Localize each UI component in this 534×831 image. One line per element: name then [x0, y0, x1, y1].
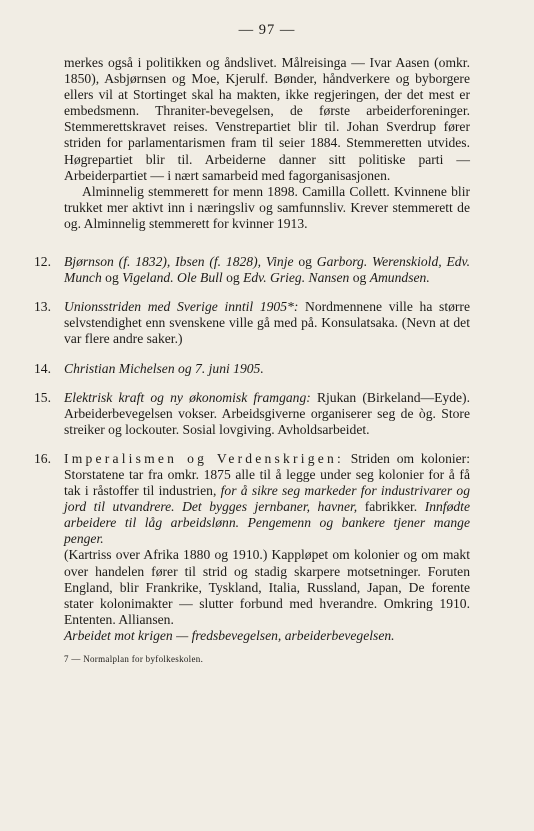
entry-text: [64, 390, 470, 438]
entry-12: [34, 254, 470, 286]
footnote: 7 — Normalplan for byfolkeskolen.: [64, 654, 204, 664]
entry-number: 12.: [34, 254, 51, 270]
entry-title: Unionsstriden med Sverige inntil 1905*:: [64, 299, 299, 315]
entry-italic: Edv. Grieg. Nansen: [243, 270, 350, 286]
entry-date: 7. juni 1905.: [195, 360, 264, 376]
entry-plain: og: [349, 270, 370, 286]
entry-italic: Amundsen.: [369, 270, 430, 286]
entry-title: Christian Michelsen: [64, 360, 175, 376]
page-number: — 97 —: [238, 22, 296, 38]
entry-16: [34, 450, 470, 644]
entry-italic: Bjørnson (f. 1832), Ibsen (f. 1828), Vinje: [64, 254, 294, 270]
entry-body: fabrikker.: [357, 499, 425, 515]
entry-body: Rjukan (Birkeland—Eyde). Arbeiderbevegelsen vokser. Arbeidsgiverne organiserer seg de òg. Store streiker og lockouter. Sosial lovgiving. Avholdsarbeidet.: [64, 389, 470, 437]
entry-number: 14.: [34, 360, 51, 376]
entry-13: [34, 299, 470, 347]
intro-paragraph-1: merkes også i politikken og åndslivet. Målreisinga — Ivar Aasen (omkr. 1850), Asbjørnsen og Moe, Kjerulf. Bønder, håndverkere og byborgere ellers vil at Stortinget skal ha makten, ikke regjeringen, der det mest er embedsmenn. Thraniter-bevegelsen, de første arbeiderforeninger. Stemmerettskravet reises. Venstrepartiet blir til. Johan Sverdrup fører striden for parlamentarismen fram til seier 1884. Stemmeretten utvides. Høgrepartiet blir til. Arbeiderne danner sitt politiske parti — Arbeiderpartiet — i nært samarbeid med fagorganisasjonen.: [64, 55, 470, 183]
entry-text: [64, 361, 470, 377]
page-body: [34, 55, 470, 665]
entry-plain: og: [293, 254, 317, 270]
entry-italic: Innfødte arbeidere til låg arbeidslønn. Pengemenn og bankere tjener mange penger.: [64, 499, 470, 547]
entry-number: 15.: [34, 389, 51, 405]
entry-paragraph: (Kartriss over Afrika 1880 og 1910.) Kappløpet om kolonier og om makt over handelen fører til strid og stadig skarpere motsetninger. Foruten England, blir Frankrike, Tyskland, Italia, Russland, Japan, De forente stater kolonimakter — slutter forbund med hverandre. Omkring 1910. Ententen. Alliansen.: [64, 547, 470, 627]
entry-italic: Arbeidet mot krigen — fredsbevegelsen, arbeiderbevegelsen.: [64, 627, 395, 643]
entry-plain: og: [222, 270, 244, 286]
entry-number: 13.: [34, 299, 51, 315]
entry-text: [64, 451, 470, 548]
entry-15: [34, 389, 470, 438]
entry-text: [64, 254, 470, 286]
entry-italic: for å sikre seg markeder for industrivarer og jord til utvandrere. Det bygges jernbaner, havner,: [64, 483, 470, 515]
entry-body: Nordmennene ville ha større selvstendighet enn svenskene ville gå med på. Konsulatsaka. (Nevn at det var flere andre saker.): [64, 299, 470, 347]
entry-text: [64, 299, 470, 347]
intro-paragraph-2: Alminnelig stemmerett for menn 1898. Camilla Collett. Kvinnene blir trukket mer aktivt inn i næringsliv og samfunnsliv. Krever stemmerett de og. Alminnelig stemmerett for kvinner 1913.: [64, 183, 470, 231]
entry-title: Imperalismen og Verdenskrigen:: [64, 450, 344, 466]
entry-italic: Vigeland. Ole Bull: [122, 270, 223, 286]
entry-italic: Garborg. Werenskiold, Edv. Munch: [64, 254, 470, 286]
entry-14: [34, 360, 470, 377]
entry-plain: og: [101, 270, 123, 286]
entry-title: Elektrisk kraft og ny økonomisk framgang:: [64, 389, 311, 405]
entry-plain: og: [174, 360, 196, 376]
intro-section: [64, 55, 470, 232]
entry-number: 16.: [34, 450, 51, 466]
entry-closing: [64, 628, 470, 644]
entry-body: Striden om kolonier: Storstatene tar fra omkr. 1875 alle til å legge under seg kolonier for å få tak i råstoffer til industrien,: [64, 450, 470, 499]
